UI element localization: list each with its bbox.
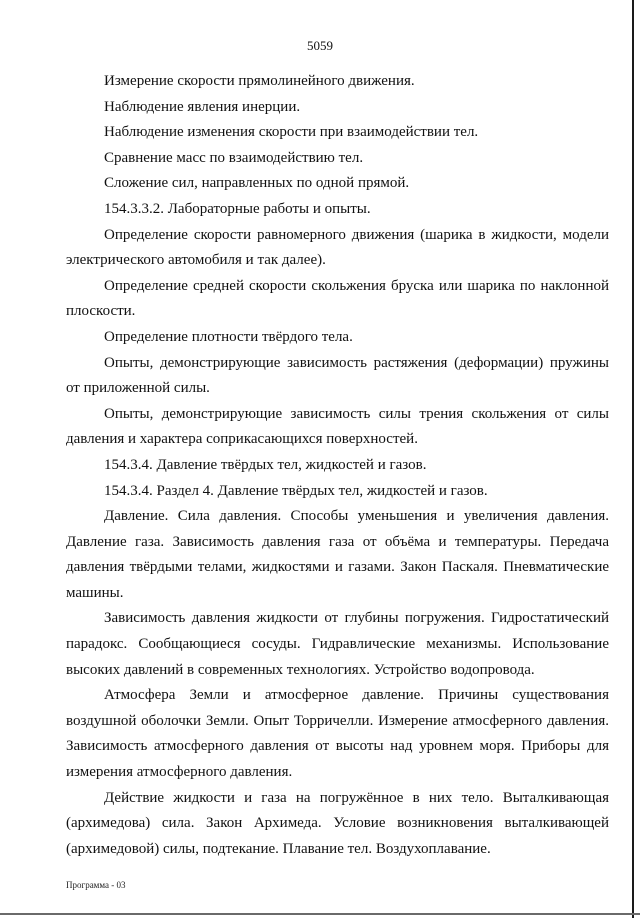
scan-border-right	[632, 0, 634, 918]
paragraph: Давление. Сила давления. Способы уменьшения и увеличения давления. Давление газа. Зависимость давления газа от объёма и температуры. Передача давления твёрдыми телами, жидкостями и газами. Закон Паскаля. Пневматические машины.	[66, 508, 609, 601]
paragraph: Наблюдение изменения скорости при взаимодействии тел.	[104, 124, 479, 141]
scan-border-bottom	[0, 913, 640, 915]
footer-label: Программа - 03	[66, 880, 126, 890]
paragraph: Действие жидкости и газа на погружённое в них тело. Выталкивающая (архимедова) сила. Закон Архимеда. Условие возникновения выталкивающей (архимедовой) силы, подтекание. Плавание тел. Воздухоплавание.	[66, 789, 609, 857]
document-body	[66, 69, 609, 862]
paragraph: Определение средней скорости скольжения бруска или шарика по наклонной плоскости.	[66, 277, 609, 320]
section-heading: 154.3.3.2. Лабораторные работы и опыты.	[104, 200, 371, 217]
paragraph: Сложение сил, направленных по одной прямой.	[104, 175, 410, 192]
section-heading: 154.3.4. Раздел 4. Давление твёрдых тел, жидкостей и газов.	[104, 482, 488, 499]
paragraph: Наблюдение явления инерции.	[104, 98, 301, 115]
paragraph: Измерение скорости прямолинейного движения.	[104, 73, 415, 89]
paragraph: Определение плотности твёрдого тела.	[104, 328, 353, 345]
paragraph: Сравнение масс по взаимодействию тел.	[104, 149, 364, 166]
paragraph: Зависимость давления жидкости от глубины погружения. Гидростатический парадокс. Сообщающиеся сосуды. Гидравлические механизмы. Использование высоких давлений в современных технологиях. Устройство водопровода.	[66, 610, 609, 678]
paragraph: Атмосфера Земли и атмосферное давление. Причины существования воздушной оболочки Земли. Опыт Торричелли. Измерение атмосферного давления. Зависимость атмосферного давления от высоты над уровнем моря. Приборы для измерения атмосферного давления.	[66, 687, 609, 781]
page-number: 5059	[307, 38, 333, 53]
paragraph: Определение скорости равномерного движения (шарика в жидкости, модели электрического автомобиля и так далее).	[66, 226, 609, 269]
paragraph: Опыты, демонстрирующие зависимость силы трения скольжения от силы давления и характера соприкасающихся поверхностей.	[66, 405, 609, 448]
section-heading: 154.3.4. Давление твёрдых тел, жидкостей и газов.	[104, 456, 427, 473]
paragraph: Опыты, демонстрирующие зависимость растяжения (деформации) пружины от приложенной силы.	[66, 354, 609, 397]
